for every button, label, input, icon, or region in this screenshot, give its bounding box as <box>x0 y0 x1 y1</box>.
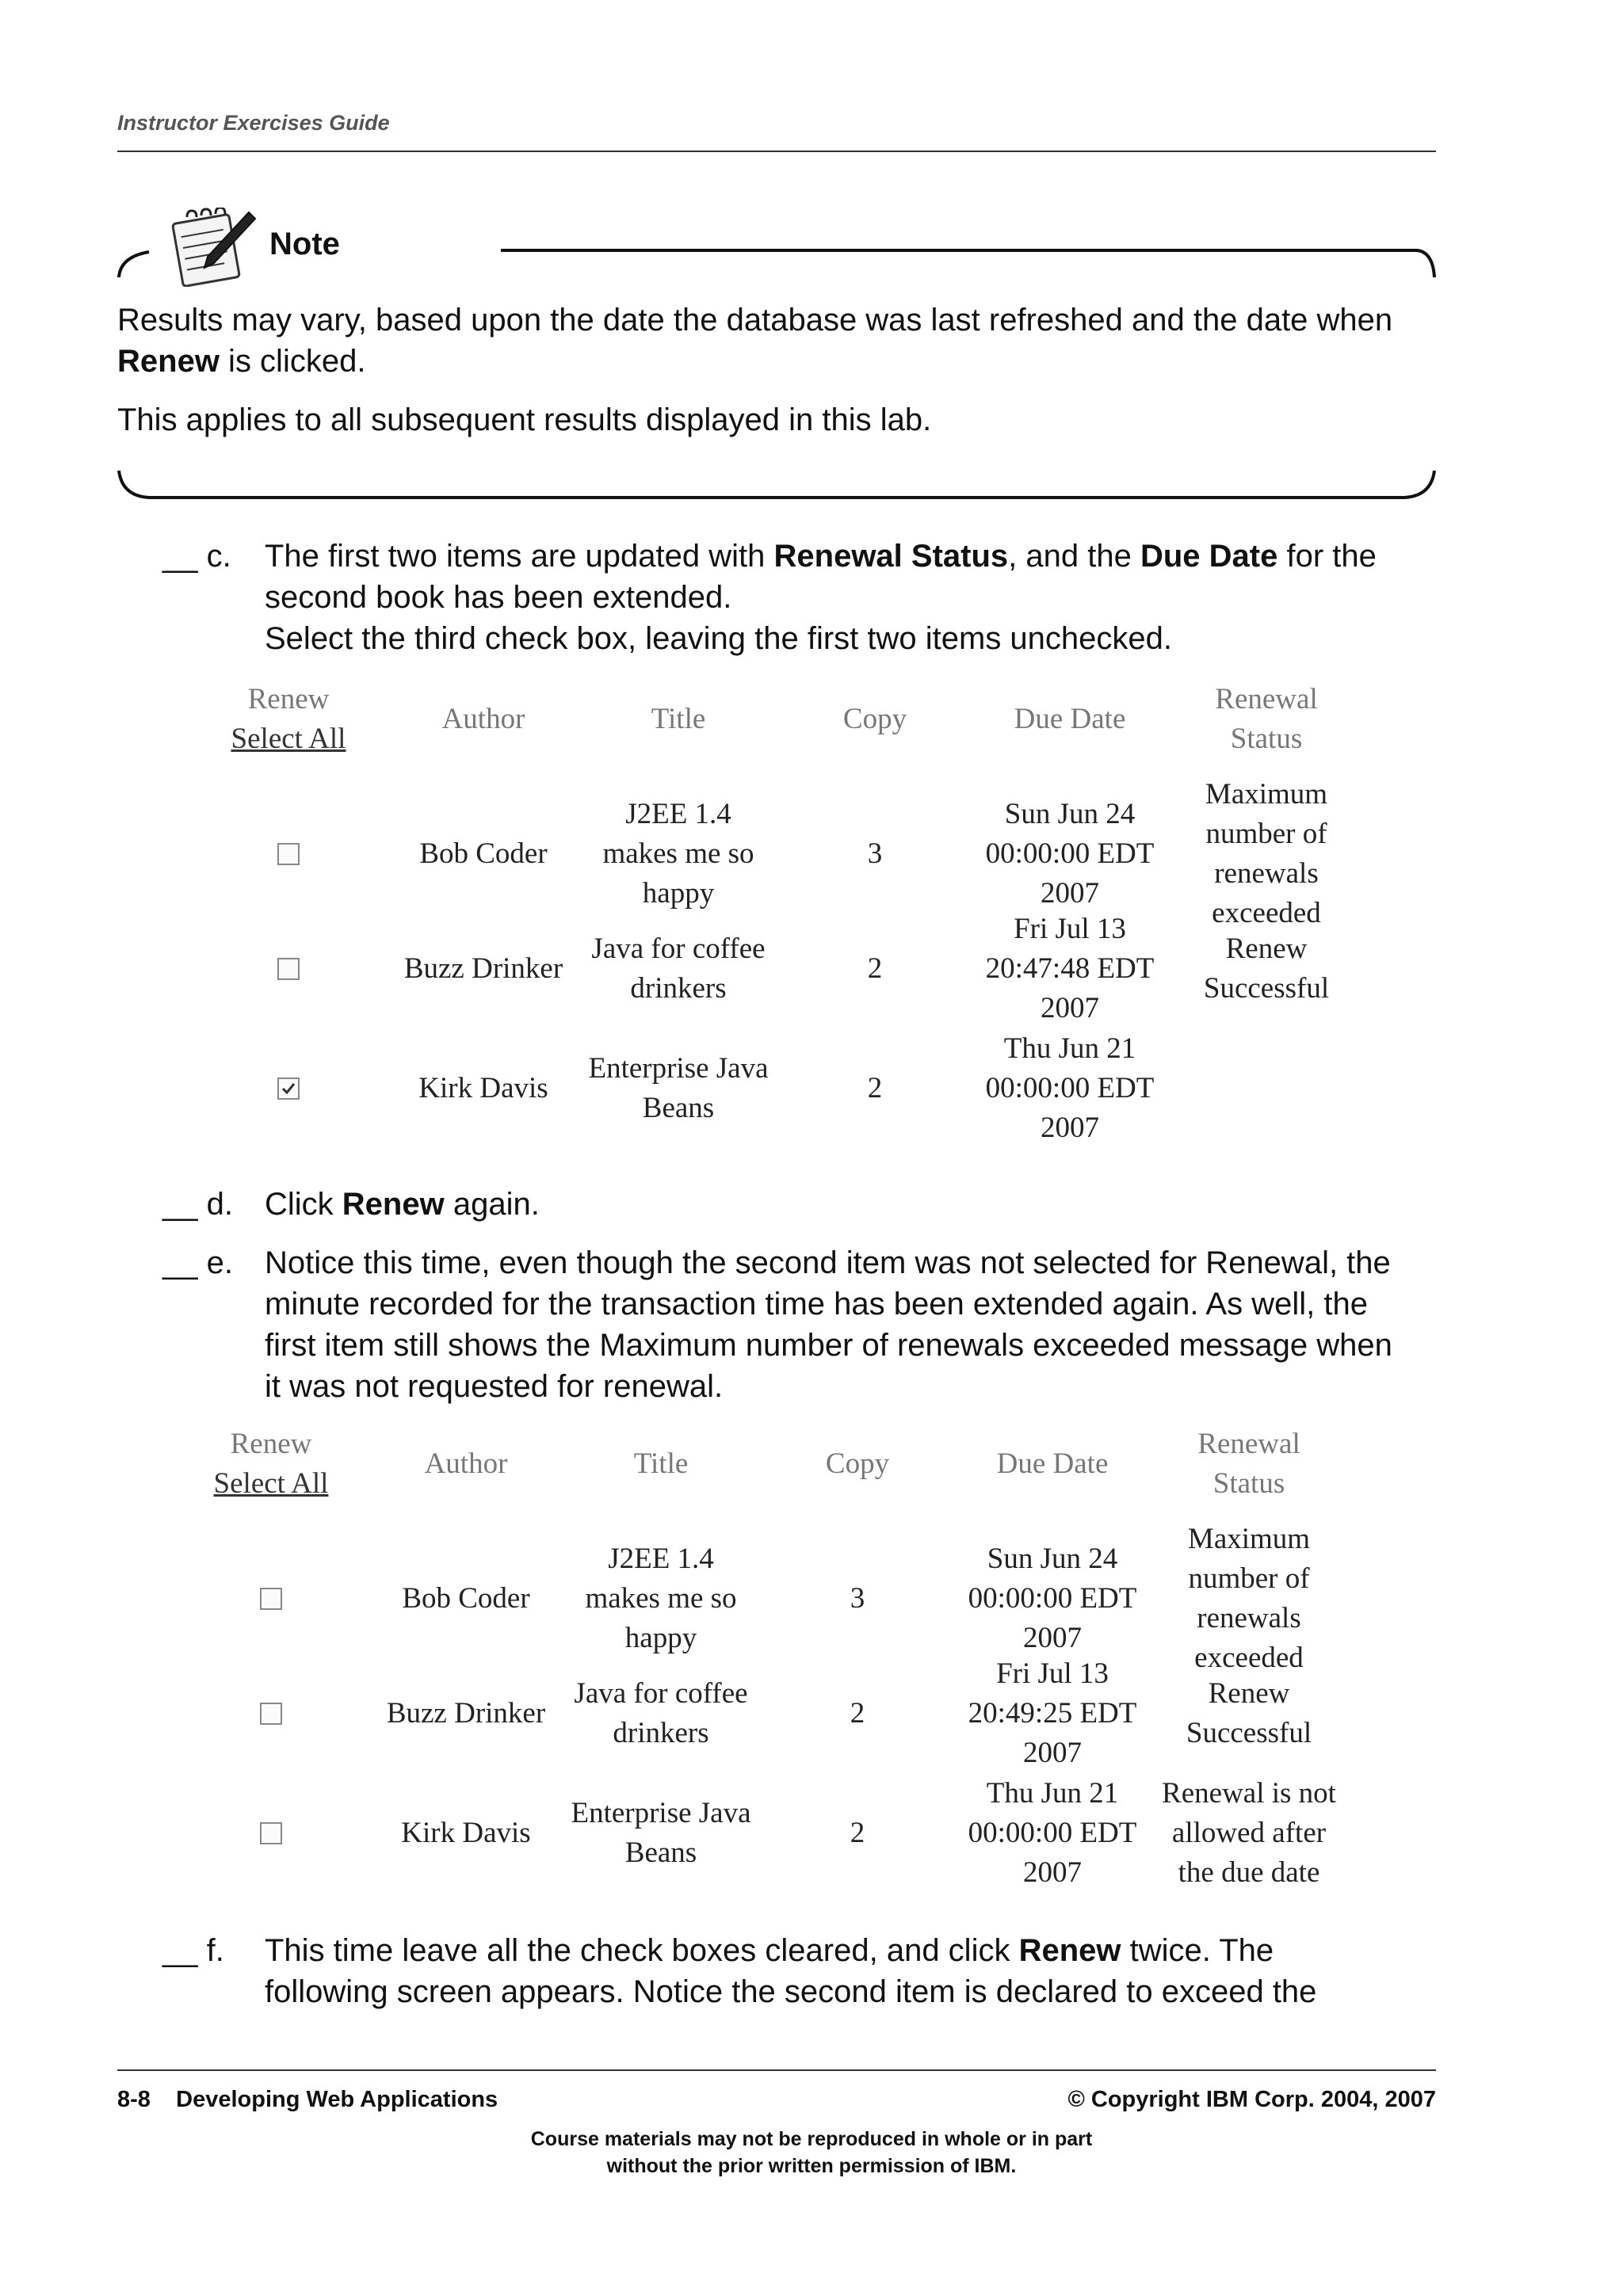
col-header-renew: Renew <box>230 1428 312 1460</box>
renew-checkbox[interactable] <box>260 1703 282 1725</box>
due-date-cell: Fri Jul 13 20:47:48 EDT 2007 <box>985 913 1155 1024</box>
due-date-cell: Thu Jun 21 00:00:00 EDT 2007 <box>985 1032 1155 1144</box>
due-date-cell: Fri Jul 13 20:49:25 EDT 2007 <box>968 1657 1137 1769</box>
step-f-marker: __ f. <box>162 1933 224 1968</box>
renew-checkbox[interactable] <box>260 1822 282 1844</box>
author-cell: Bob Coder <box>419 837 548 870</box>
running-header: Instructor Exercises Guide <box>117 111 390 135</box>
author-cell: Kirk Davis <box>418 1072 548 1104</box>
title-cell: Java for coffee drinkers <box>574 1677 748 1749</box>
footer-page-title: 8-8 Developing Web Applications <box>117 2087 498 2112</box>
title-cell: J2EE 1.4 makes me so happy <box>585 1543 737 1654</box>
title-cell: Enterprise Java Beans <box>571 1797 751 1869</box>
col-header-due-date: Due Date <box>996 1447 1109 1480</box>
col-header-renew: Renew <box>247 683 330 715</box>
renewal-status-cell: Renew Successful <box>1203 933 1330 1005</box>
col-header-renewal-status: Renewal Status <box>1197 1428 1300 1500</box>
due-date-cell: Thu Jun 21 00:00:00 EDT 2007 <box>968 1777 1137 1889</box>
footer-notice-line-2: without the prior written permission of IBM. <box>606 2155 1017 2177</box>
select-all-link[interactable]: Select All <box>213 1467 329 1500</box>
step-c-text: The first two items are updated with Renewal Status, and the Due Date for the second book has been extended. Select the third check box, leaving the first two items unchecked. <box>265 539 1377 656</box>
footer-copyright: © Copyright IBM Corp. 2004, 2007 <box>1067 2087 1436 2112</box>
col-header-copy: Copy <box>825 1447 890 1480</box>
renewal-status-cell: Maximum number of renewals exceeded <box>1187 1523 1311 1674</box>
renew-checkbox[interactable] <box>277 958 300 980</box>
select-all-link[interactable]: Select All <box>231 723 346 755</box>
note-paragraph-2: This applies to all subsequent results displayed in this lab. <box>117 402 932 437</box>
copy-cell: 3 <box>867 837 883 870</box>
renewal-status-cell: Maximum number of renewals exceeded <box>1205 778 1328 929</box>
checkmark-icon <box>281 1081 296 1097</box>
author-cell: Bob Coder <box>402 1582 530 1615</box>
due-date-cell: Sun Jun 24 00:00:00 EDT 2007 <box>968 1543 1137 1654</box>
title-cell: Enterprise Java Beans <box>588 1052 769 1124</box>
col-header-due-date: Due Date <box>1014 703 1126 735</box>
step-c-marker: __ c. <box>162 539 231 574</box>
author-cell: Kirk Davis <box>401 1817 531 1849</box>
title-cell: J2EE 1.4 makes me so happy <box>602 798 754 910</box>
copy-cell: 2 <box>867 952 883 985</box>
due-date-cell: Sun Jun 24 00:00:00 EDT 2007 <box>985 798 1155 910</box>
step-f-text: This time leave all the check boxes cleared, and click Renew twice. The following screen appears. Notice the second item is declared to exceed the <box>265 1933 1317 2009</box>
footer-notice-line-1: Course materials may not be reproduced in whole or in part <box>530 2128 1093 2150</box>
col-header-title: Title <box>651 703 706 735</box>
author-cell: Buzz Drinker <box>403 952 563 985</box>
step-d-text: Click Renew again. <box>265 1187 540 1222</box>
col-header-copy: Copy <box>842 703 907 735</box>
step-e-text: Notice this time, even though the second item was not selected for Renewal, the minute recorded for the transaction time has been extended again. As well, the first item still shows the Maximum number of renewals exceeded message when it was not requested for renewal. <box>265 1245 1392 1404</box>
step-e-marker: __ e. <box>162 1245 233 1280</box>
note-paragraph-1: Results may vary, based upon the date the database was last refreshed and the date when Renew is clicked. <box>117 303 1393 379</box>
author-cell: Buzz Drinker <box>386 1697 546 1730</box>
copy-cell: 2 <box>850 1697 865 1730</box>
renew-checkbox[interactable] <box>277 843 300 865</box>
step-d-marker: __ d. <box>162 1187 233 1222</box>
renew-checkbox[interactable] <box>260 1588 282 1610</box>
notepad-pencil-icon <box>170 208 257 287</box>
title-cell: Java for coffee drinkers <box>591 933 766 1005</box>
renewal-status-cell: Renew Successful <box>1186 1677 1312 1749</box>
note-label: Note <box>269 227 340 261</box>
col-header-author: Author <box>424 1447 508 1480</box>
header-rule <box>117 151 1436 152</box>
col-header-author: Author <box>441 703 525 735</box>
renewal-status-cell: Renewal is not allowed after the due date <box>1162 1777 1336 1889</box>
footer-rule <box>117 2069 1436 2071</box>
renew-checkbox[interactable] <box>277 1077 300 1100</box>
copy-cell: 2 <box>867 1072 883 1104</box>
col-header-renewal-status: Renewal Status <box>1215 683 1318 755</box>
copy-cell: 3 <box>850 1582 865 1615</box>
copy-cell: 2 <box>850 1817 865 1849</box>
col-header-title: Title <box>633 1447 689 1480</box>
